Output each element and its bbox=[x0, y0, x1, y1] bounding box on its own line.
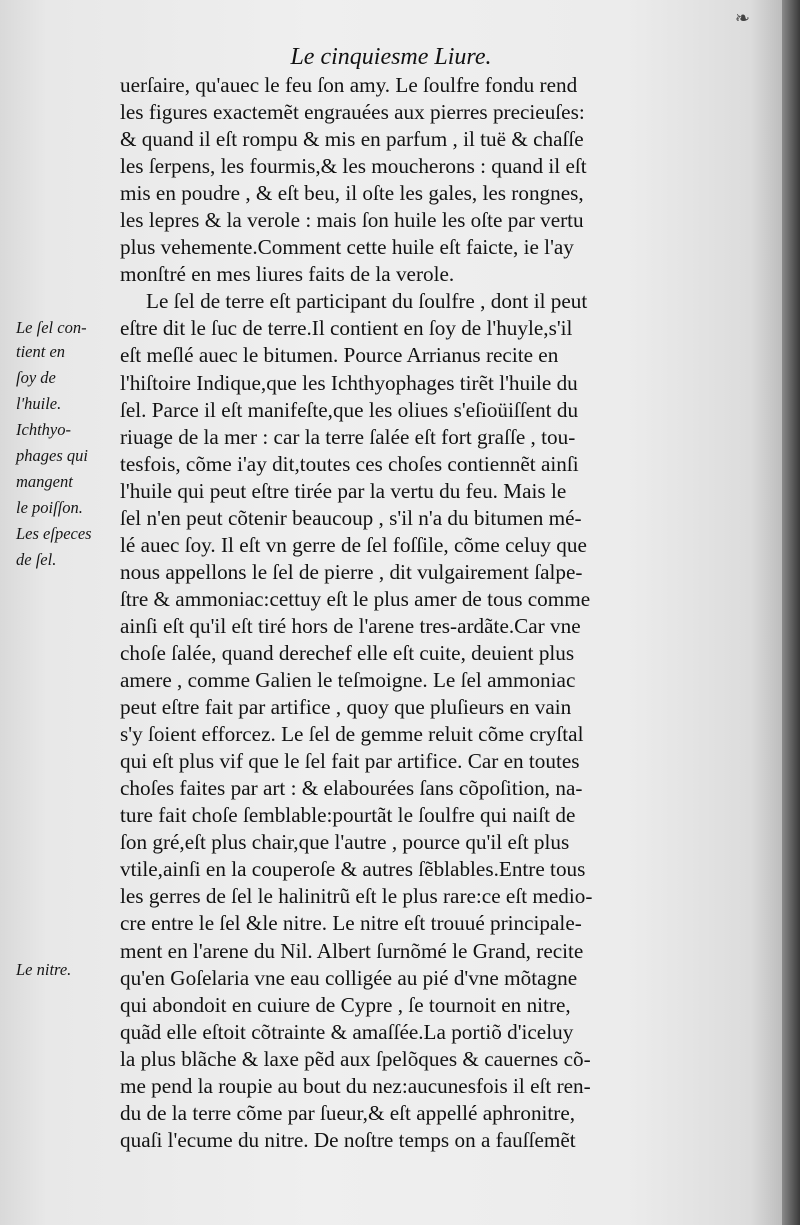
text-line: Le ſel de terre eſt participant du ſoulfre , dont il peut bbox=[146, 289, 588, 314]
margin-note: phages qui bbox=[16, 446, 88, 465]
text-line: cre entre le ſel &le nitre. Le nitre eſt trouué principale- bbox=[120, 911, 582, 936]
page-edge bbox=[782, 0, 800, 1225]
text-line: ainſi eſt qu'il eſt tiré hors de l'arene tres-ardãte.Car vne bbox=[120, 613, 581, 638]
text-line: peut eſtre fait par artifice , quoy que pluſieurs en vain bbox=[120, 695, 572, 720]
margin-note: l'huile. bbox=[16, 394, 62, 413]
margin-note: de ſel. bbox=[16, 550, 57, 569]
text-line: du de la terre cõme par ſueur,& eſt appellé aphronitre, bbox=[120, 1100, 576, 1125]
margin-note: tient en bbox=[16, 342, 66, 361]
margin-note: mangent bbox=[16, 472, 73, 491]
margin-note: Le ſel con- bbox=[16, 318, 87, 337]
text-line: uerſaire, qu'auec le feu ſon amy. Le ſoulfre fondu rend bbox=[120, 73, 578, 97]
text-line: qui eſt plus vif que le ſel fait par artifice. Car en toutes bbox=[120, 749, 580, 774]
text-line: choſes faites par art : & elabourées ſans cõpoſition, na- bbox=[120, 776, 583, 801]
text-line: lé auec ſoy. Il eſt vn gerre de ſel foſſile, cõme celuy que bbox=[120, 532, 587, 557]
text-line: riuage de la mer : car la terre ſalée eſt fort graſſe , tou- bbox=[120, 424, 576, 449]
text-line: quãd elle eſtoit cõtrainte & amaſſée.La portiõ d'iceluy bbox=[120, 1019, 574, 1044]
text-line: les ſerpens, les fourmis,& les moucherons : quand il eſt bbox=[120, 154, 587, 179]
text-line: l'huile qui peut eſtre tirée par la vertu du feu. Mais le bbox=[120, 478, 567, 503]
text-line: s'y ſoient efforcez. Le ſel de gemme reluit cõme cryſtal bbox=[120, 722, 584, 747]
text-line: me pend la roupie au bout du nez:aucunesfois il eſt ren- bbox=[120, 1073, 591, 1098]
text-line: qu'en Goſelaria vne eau colligée au pié d'vne mõtagne bbox=[120, 965, 578, 990]
text-line: qui abondoit en cuiure de Cypre , ſe tournoit en nitre, bbox=[120, 992, 571, 1017]
text-line: ment en l'arene du Nil. Albert ſurnõmé le Grand, recite bbox=[120, 938, 584, 963]
text-line: les gerres de ſel le halinitrũ eſt le plus rare:ce eſt medio- bbox=[120, 884, 593, 909]
text-line: plus vehemente.Comment cette huile eſt faicte, ie l'ay bbox=[120, 235, 574, 260]
text-line: tesfois, cõme i'ay dit,toutes ces choſes contiennẽt ainſi bbox=[120, 451, 579, 476]
text-line: quaſi l'ecume du nitre. De noſtre temps on a fauſſemẽt bbox=[120, 1127, 576, 1152]
text-line: & quand il eſt rompu & mis en parfum , il tuë & chaſſe bbox=[120, 127, 584, 152]
margin-note: le poiſſon. bbox=[16, 498, 83, 517]
margin-note: ſoy de bbox=[16, 368, 56, 387]
text-line: eſt meſlé auec le bitumen. Pource Arrianus recite en bbox=[120, 343, 559, 368]
margin-note: Les eſpeces bbox=[16, 524, 92, 543]
text-line: eſtre dit le ſuc de terre.Il contient en ſoy de l'huyle,s'il bbox=[120, 316, 573, 341]
text-line: vtile,ainſi en la couperoſe & autres ſẽblables.Entre tous bbox=[120, 857, 586, 882]
text-line: ſel. Parce il eſt manifeſte,que les oliues s'eſioüiſſent du bbox=[120, 397, 579, 422]
margin-note: Ichthyo- bbox=[16, 420, 71, 439]
text-line: ture fait choſe ſemblable:pourtãt le ſoulfre qui naiſt de bbox=[120, 803, 576, 828]
text-line: monſtré en mes liures faits de la verole. bbox=[120, 262, 455, 287]
text-line: ſtre & ammoniac:cettuy eſt le plus amer de tous comme bbox=[120, 586, 591, 611]
text-line: la plus blãche & laxe pẽd aux ſpelõques & cauernes cõ- bbox=[120, 1046, 591, 1071]
text-line: amere , comme Galien le teſmoigne. Le ſel ammoniac bbox=[120, 668, 576, 693]
text-line: mis en poudre , & eſt beu, il oſte les gales, les rongnes, bbox=[120, 181, 584, 206]
text-line: choſe ſalée, quand derechef elle eſt cuite, deuient plus bbox=[120, 640, 575, 665]
text-line: les figures exactemẽt engrauées aux pierres precieuſes: bbox=[120, 100, 585, 125]
running-head: Le cinquiesme Liure. bbox=[290, 44, 492, 70]
text-line: l'hiſtoire Indique,que les Ichthyophages tirẽt l'huile du bbox=[120, 370, 578, 395]
text-line: les lepres & la verole : mais ſon huile les oſte par vertu bbox=[120, 208, 584, 233]
text-line: ſel n'en peut cõtenir beaucoup , s'il n'a du bitumen mé- bbox=[120, 505, 582, 530]
text-line: nous appellons le ſel de pierre , dit vulgairement ſalpe- bbox=[120, 559, 583, 584]
corner-ornament: ❧ bbox=[734, 8, 752, 29]
margin-note: Le nitre. bbox=[16, 960, 72, 979]
body-text bbox=[120, 72, 780, 1154]
text-line: ſon gré,eſt plus chair,que l'autre , pource qu'il eſt plus bbox=[120, 830, 570, 855]
